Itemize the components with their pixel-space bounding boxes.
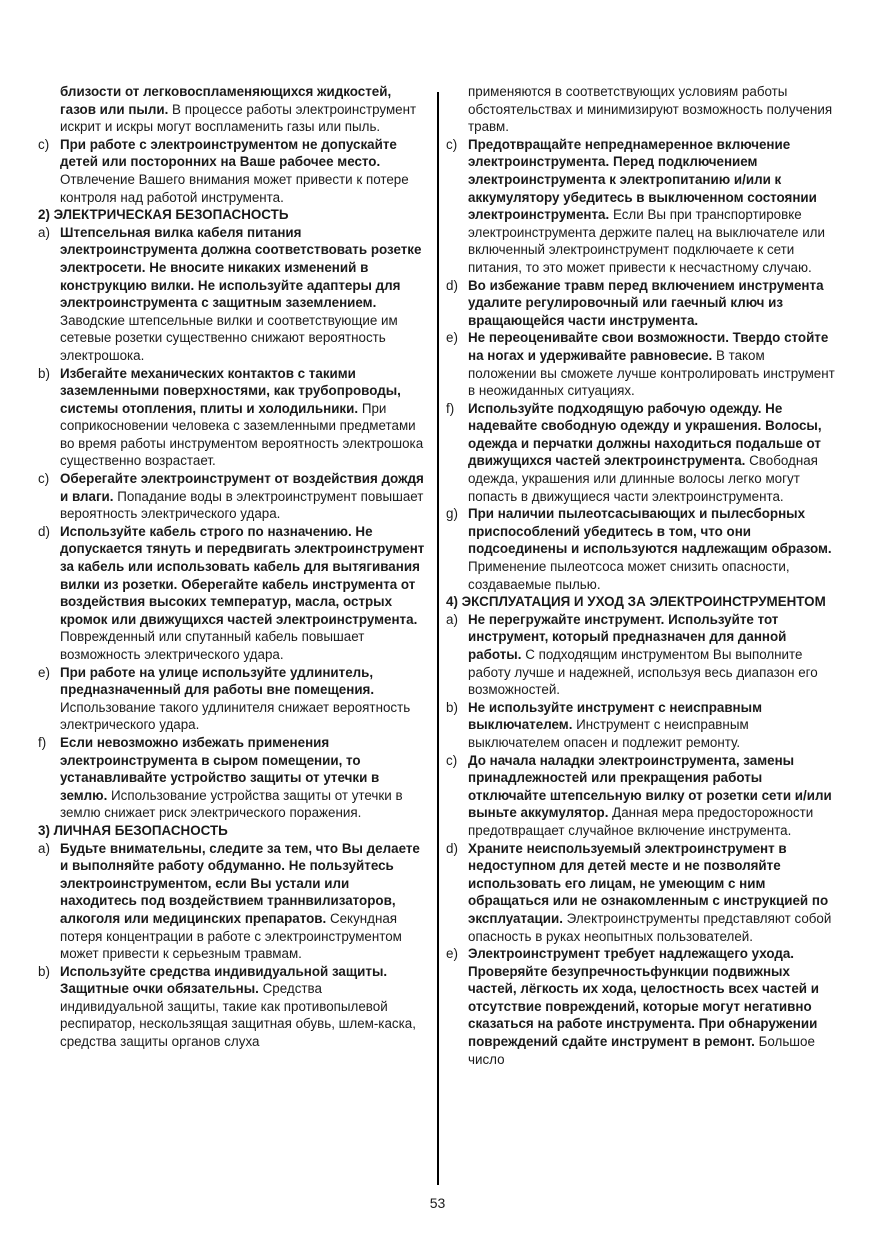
list-item: a) Не перегружайте инструмент. Используйте тот инструмент, который предназначен для данной работы. С подходящим инструментом Вы выполните работу лучше и надежней, используя весь диапазон его возможностей. [446,611,818,698]
section-heading: 4) ЭКСПЛУАТАЦИЯ И УХОД ЗА ЭЛЕКТРОИНСТРУМЕНТОМ [446,594,826,610]
intro-paragraph: близости от легковоспламеняющихся жидкостей, газов или пыли. В процессе работы электроинструмент искрит и искры могут воспламенить газы или пыль. [60,84,417,135]
list-item: e) При работе на улице используйте удлинитель, предназначенный для работы вне помещения. Использование такого удлинителя снижает вероятность электрического удара. [38,664,411,733]
section-heading: 2) ЭЛЕКТРИЧЕСКАЯ БЕЗОПАСНОСТЬ [38,207,289,223]
section-heading: 3) ЛИЧНАЯ БЕЗОПАСНОСТЬ [38,822,228,838]
list-item: a) Будьте внимательны, следите за тем, что Вы делаете и выполняйте работу обдуманно. Не пользуйтесь электроинструментом, если Вы устали или находитесь под воздействием траннвилизаторов, алкоголя или медицинских препаратов. Секундная потеря концентрации в работе с электроинструментом может привести к серьезным травмам. [38,840,420,962]
list-item: b) Не используйте инструмент с неисправным выключателем. Инструмент с неисправным выключателем опасен и подлежит ремонту. [446,699,762,750]
list-item: f) Используйте подходящую рабочую одежду. Не надевайте свободную одежду и украшения. Волосы, одежда и перчатки должны находиться подальше от движущихся частей электроинструмента. Свободная одежда, украшения или длинные волосы легко могут попасть в движущиеся части электроинструмента. [446,400,822,504]
list-item: c) Предотвращайте непреднамеренное включение электроинструмента. Перед подключением электроинструмента к электропитанию и/или к аккумулятору убедитесь в выключенном состоянии электроинструмента. Если Вы при транспортировке электроинструмента держите палец на выключателе или включенный электроинструмент подключаете к сети питания, то это может привести к несчастному случаю. [446,136,825,275]
list-item: d) Используйте кабель строго по назначению. Не допускается тянуть и передвигать электроинструмент за кабель или использовать кабель для вытягивания вилки из розетки. Оберегайте кабель инструмента от воздействия высоких температур, масла, острых кромок или движущихся частей электроинструмента. Поврежденный или спутанный кабель повышает возможность электрического удара. [38,523,425,662]
page-number: 53 [429,1195,446,1211]
list-item: c) Оберегайте электроинструмент от воздействия дождя и влаги. Попадание воды в электроинструмент повышает вероятность электрического удара. [38,471,424,522]
list-item: c) До начала наладки электроинструмента, замены принадлежностей или прекращения работы отключайте штепсельную вилку от розетки сети и/или выньте аккумулятор. Данная мера предосторожности предотвращает случайное включение инструмента. [446,752,832,838]
list-item: b) Используйте средства индивидуальной защиты. Защитные очки обязательны. Средства индивидуальной защиты, такие как противопылевой респиратор, нескользящая защитная обувь, шлем-каска, средства защиты органов слуха [38,963,416,1050]
list-item: a) Штепсельная вилка кабеля питания электроинструмента должна соответствовать розетке электросети. Не вносите никаких изменений в конструкцию вилки. Не используйте адаптеры для электроинструмента с защитным заземлением. Заводские штепсельные вилки и соответствующие им сетевые розетки существенно снижают вероятность электрошока. [38,224,422,363]
list-item: f) Если невозможно избежать применения электроинструмента в сыром помещении, то устанавливайте устройство защиты от утечки в землю. Использование устройства защиты от утечки в землю снижает риск электрического поражения. [38,734,403,821]
column-divider [437,92,439,1185]
list-item: c) При работе с электроинструментом не допускайте детей или посторонних на Ваше рабочее место. Отвлечение Вашего внимания может привести к потере контроля над работой инструмента. [38,136,409,205]
list-item: e) Не переоценивайте свои возможности. Твердо стойте на ногах и удерживайте равновесие. В таком положении вы сможете лучше контролировать инструмент в неожиданных ситуациях. [446,330,835,399]
list-item: e) Электроинструмент требует надлежащего ухода. Проверяйте безупречностьфункции подвижных частей, лёгкость их хода, целостность всех частей и отсутствие повреждений, которые могут негативно сказаться на работе инструмента. При обнаружении повреждений сдайте инструмент в ремонт. Большое число [446,946,819,1067]
list-item: d) Во избежание травм перед включением инструмента удалите регулировочный или гаечный ключ из вращающейся части инструмента. [446,277,824,328]
left-column [38,83,426,1051]
right-column [446,83,836,1068]
list-item: g) При наличии пылеотсасывающих и пылесборных приспособлений убедитесь в том, что они подсоединены и используются надлежащим образом. Применение пылеотсоса может снизить опасности, создаваемые пылью. [446,506,832,592]
list-item: d) Храните неиспользуемый электроинструмент в недоступном для детей месте и не позволяйте использовать его лицам, не умеющим с ним обращаться или не ознакомленным с инструкцией по эксплуатации. Электроинструменты представляют собой опасность в руках неопытных пользователей. [446,840,832,944]
intro-paragraph: применяются в соответствующих условиям работы обстоятельствах и минимизируют возможность получения травм. [468,84,833,135]
list-item: b) Избегайте механических контактов с такими заземленными поверхностями, как трубопроводы, системы отопления, плиты и холодильники. При соприкосновении человека с заземленными предметами во время работы инструментом вероятность электрошока существенно возрастает. [38,365,424,469]
